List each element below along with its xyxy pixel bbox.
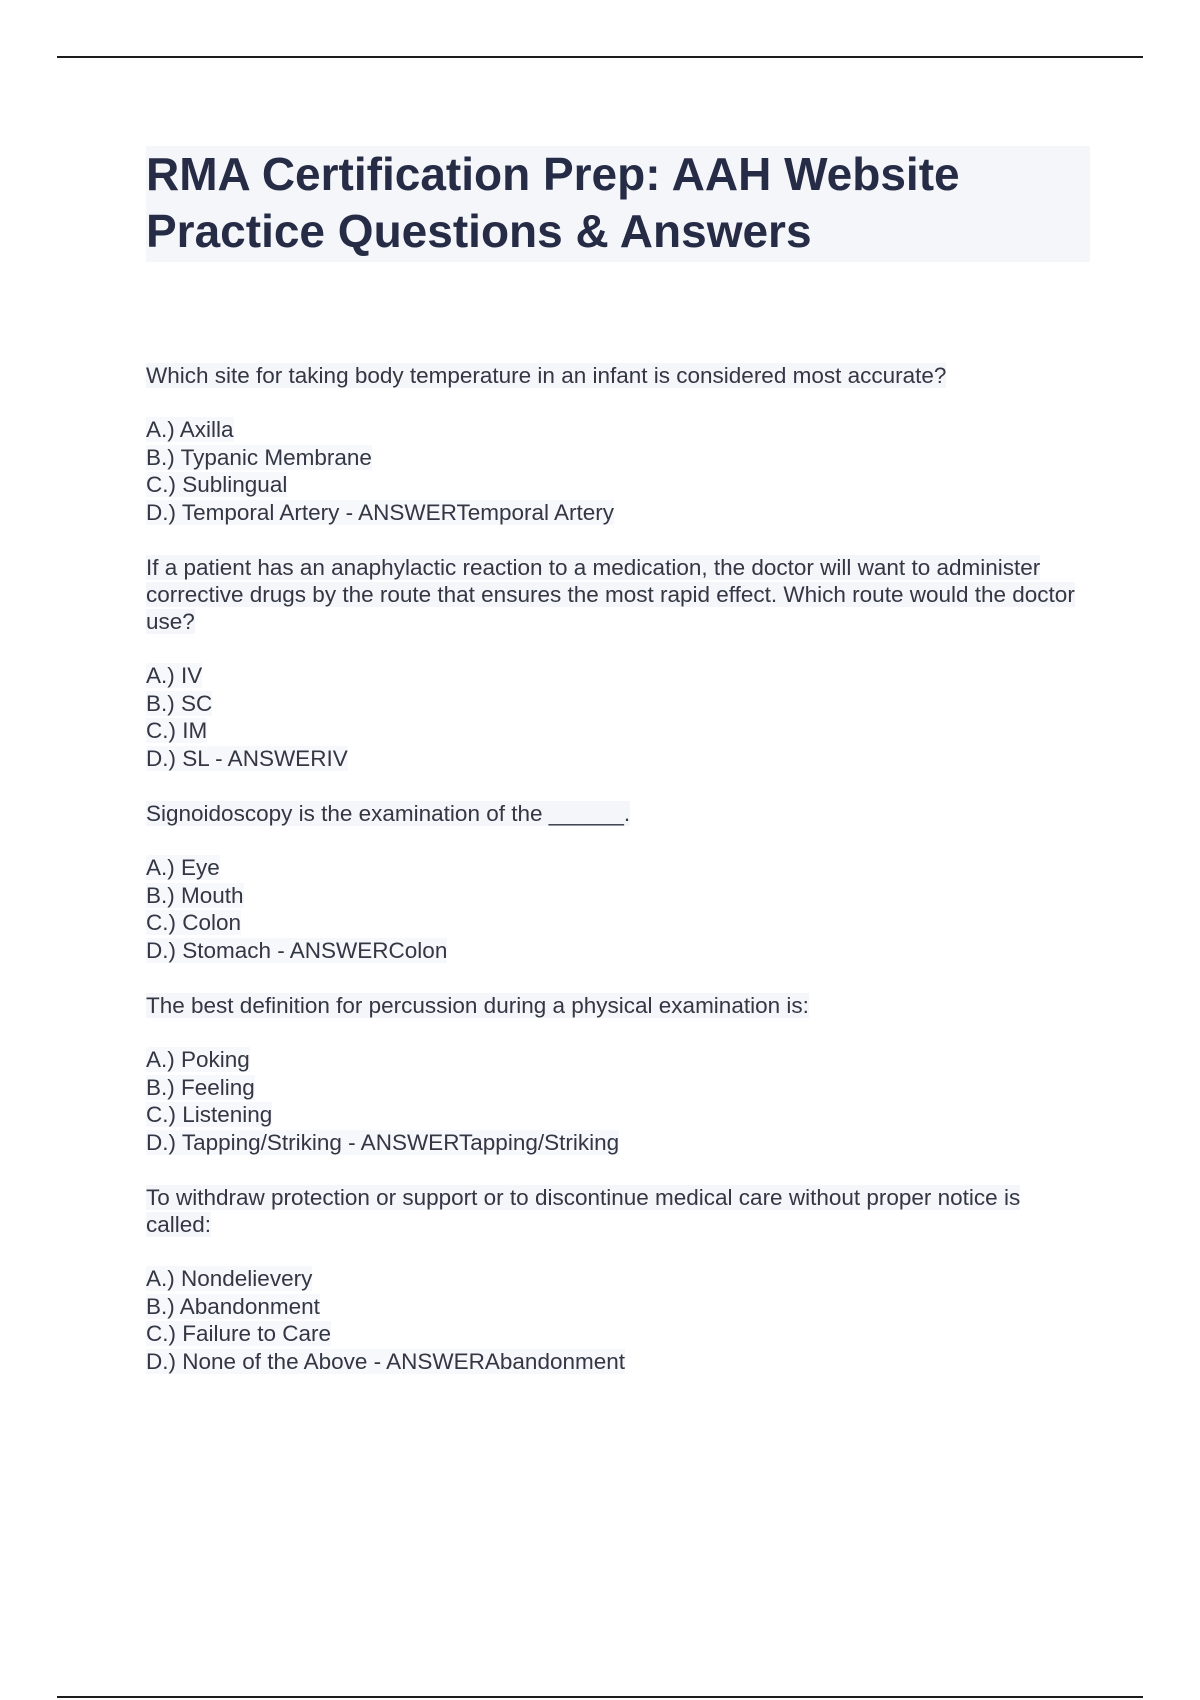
- question-block-2: [146, 554, 1090, 772]
- option-d-answer: D.) Stomach - ANSWERColon: [146, 937, 448, 963]
- option-d-answer: D.) Tapping/Striking - ANSWERTapping/Striking: [146, 1129, 620, 1155]
- question-text: If a patient has an anaphylactic reaction to a medication, the doctor will want to administer corrective drugs by the route that ensures the most rapid effect. Which route would the doctor use?: [146, 555, 1075, 634]
- document-body: [146, 146, 1090, 1403]
- question-text: The best definition for percussion during a physical examination is:: [146, 993, 809, 1018]
- option-list: [146, 662, 1090, 772]
- question-text: Which site for taking body temperature in an infant is considered most accurate?: [146, 363, 947, 388]
- option-list: [146, 854, 1090, 964]
- question-text: Signoidoscopy is the examination of the ______.: [146, 801, 631, 826]
- question-block-4: [146, 992, 1090, 1156]
- option-c: C.) IM: [146, 718, 208, 743]
- option-list: [146, 1046, 1090, 1156]
- page-title: RMA Certification Prep: AAH Website Practice Questions & Answers: [146, 148, 960, 257]
- option-b: B.) SC: [146, 690, 213, 716]
- option-a: A.) Poking: [146, 1047, 250, 1072]
- option-d-answer: D.) None of the Above - ANSWERAbandonment: [146, 1348, 626, 1374]
- option-a: A.) Axilla: [146, 417, 234, 442]
- option-list: [146, 1265, 1090, 1375]
- question-block-5: [146, 1184, 1090, 1375]
- option-b: B.) Abandonment: [146, 1293, 320, 1319]
- option-a: A.) IV: [146, 663, 203, 688]
- option-b: B.) Feeling: [146, 1074, 255, 1100]
- option-b: B.) Mouth: [146, 882, 244, 908]
- option-d-answer: D.) SL - ANSWERIV: [146, 745, 348, 771]
- question-block-1: [146, 362, 1090, 526]
- option-c: C.) Listening: [146, 1102, 273, 1127]
- question-text: To withdraw protection or support or to discontinue medical care without proper notice is called:: [146, 1185, 1021, 1237]
- option-c: C.) Failure to Care: [146, 1321, 332, 1346]
- option-a: A.) Nondelievery: [146, 1266, 313, 1291]
- option-d-answer: D.) Temporal Artery - ANSWERTemporal Artery: [146, 499, 615, 525]
- option-a: A.) Eye: [146, 855, 220, 880]
- option-b: B.) Typanic Membrane: [146, 444, 372, 470]
- option-c: C.) Colon: [146, 910, 242, 935]
- top-rule: [57, 56, 1143, 58]
- option-c: C.) Sublingual: [146, 472, 288, 497]
- question-block-3: [146, 800, 1090, 964]
- bottom-rule: [57, 1696, 1143, 1698]
- option-list: [146, 416, 1090, 526]
- title-block: [146, 146, 1090, 262]
